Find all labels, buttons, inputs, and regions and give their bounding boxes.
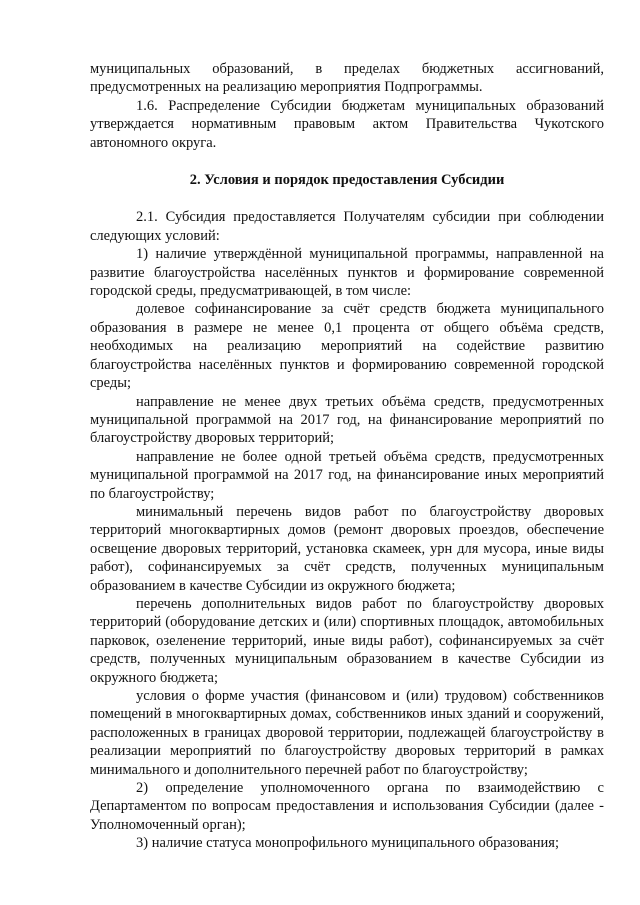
paragraph-1-6: 1.6. Распределение Субсидии бюджетам муниципальных образований утверждается нормативным правовым актом Правительства Чукотского автономного округа.	[90, 97, 604, 151]
paragraph-additional-list: перечень дополнительных видов работ по благоустройству дворовых территорий (оборудование детских и (или) спортивных площадок, автомобильных парковок, озеленение территорий, иные виды работ), софинансируемых за счёт средств, полученных муниципальным образованием в качестве Субсидии из окружного бюджета;	[90, 595, 604, 686]
paragraph-minimal-list: минимальный перечень видов работ по благоустройству дворовых территорий многоквартирных домов (ремонт дворовых проездов, обеспечение освещение дворовых территорий, установка скамеек, урн для мусора, иные виды работ), софинансируемых за счёт средств, полученных муниципальным образованием в качестве Субсидии из окружного бюджета;	[90, 503, 604, 594]
paragraph-condition-1: 1) наличие утверждённой муниципальной программы, направленной на развитие благоустройства населённых пунктов и формирование современной городской среды, предусматривающей, в том числе:	[90, 246, 604, 300]
document-page	[90, 60, 604, 853]
paragraph-cofinancing: долевое софинансирование за счёт средств бюджета муниципального образования в размере не менее 0,1 процента от общего объёма средств, необходимых на реализацию мероприятий на содействие развитию благоустройства населённых пунктов и формированию современной городской среды;	[90, 301, 604, 392]
paragraph-one-third: направление не более одной третьей объёма средств, предусмотренных муниципальной программой на 2017 год, на финансирование иных мероприятий по благоустройству;	[90, 448, 604, 502]
paragraph-2-1: 2.1. Субсидия предоставляется Получателям субсидии при соблюдении следующих условий:	[90, 209, 604, 244]
paragraph-two-thirds: направление не менее двух третьих объёма средств, предусмотренных муниципальной программой на 2017 год, на финансирование мероприятий по благоустройству дворовых территорий;	[90, 393, 604, 447]
paragraph-participation: условия о форме участия (финансовом и (или) трудовом) собственников помещений в многоквартирных домах, собственников иных зданий и сооружений, расположенных в границах дворовой территории, подлежащей благоустройству в реализации мероприятий по благоустройству дворовых территорий в рамках минимального и дополнительного перечней работ по благоустройству;	[90, 688, 604, 778]
section-title: 2. Условия и порядок предоставления Субсидии	[189, 172, 505, 189]
paragraph-continuation: муниципальных образований, в пределах бюджетных ассигнований, предусмотренных на реализацию мероприятия Подпрограммы.	[90, 61, 604, 96]
paragraph-condition-3: 3) наличие статуса монопрофильного муниципального образования;	[136, 835, 560, 852]
paragraph-condition-2: 2) определение уполномоченного органа по взаимодействию с Департаментом по вопросам предоставления и использования Субсидии (далее - Уполномоченный орган);	[90, 780, 604, 833]
